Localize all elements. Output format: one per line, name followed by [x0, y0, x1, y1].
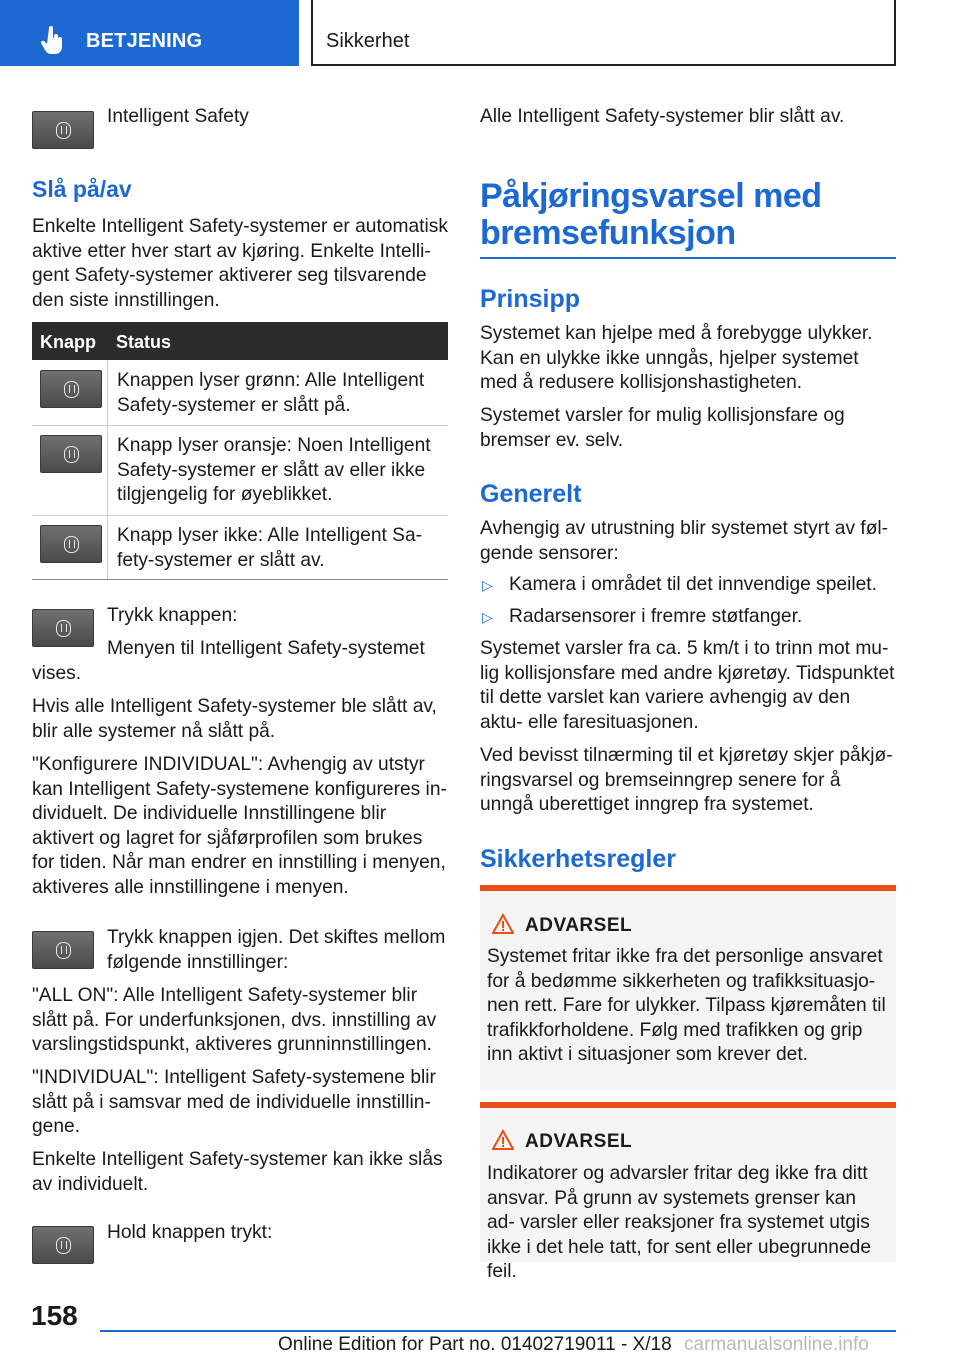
- col-header-button: Knapp: [40, 332, 96, 352]
- heading-safety: Sikkerhetsregler: [480, 845, 676, 873]
- table-bottom-rule: [32, 579, 448, 580]
- hand-pointer-icon: [40, 26, 66, 54]
- heading-toggle: Slå på/av: [32, 176, 132, 202]
- table-row: Knappen lyser grønn: Alle Intelligent Safety-systemer er slått på.: [117, 370, 425, 416]
- warning-bar: [480, 1102, 896, 1108]
- intelligent-safety-button-icon: [32, 931, 94, 969]
- heading-principle: Prinsipp: [480, 285, 581, 313]
- top-text: Alle Intelligent Safety-systemer blir slått av.: [480, 106, 845, 127]
- triangle-bullet-icon: ▷: [482, 577, 493, 593]
- general-text-2: Systemet varsler fra ca. 5 km/t i to trinn mot mu- lig kollisjonsfare med andre kjøretøy. Tidspunktet til dette varslet kan variere avhengig av den aktu- elle faresituasjonen.: [480, 638, 895, 733]
- page-heading: Påkjøringsvarsel med bremsefunksjon: [480, 177, 822, 252]
- table-row: Knapp lyser ikke: Alle Intelligent Sa- fety-systemer er slått av.: [117, 525, 423, 571]
- menu-text: Menyen til Intelligent Safety-systemet vises.: [32, 638, 425, 684]
- intelligent-safety-button-icon: [32, 111, 94, 149]
- row-divider: [32, 425, 448, 426]
- footer-rule: [100, 1330, 896, 1332]
- general-text-1: Avhengig av utrustning blir systemet styrt av føl- gende sensorer:: [480, 518, 889, 564]
- col-header-status: Status: [116, 332, 172, 352]
- warning-box: [480, 885, 896, 1090]
- chapter-box: [311, 0, 896, 66]
- table-row: Knapp lyser oransje: Noen Intelligent Safety-systemer er slått av eller ikke tilgjengelig for øyeblikket.: [117, 435, 431, 505]
- hold-label: Hold knappen trykt:: [107, 1222, 273, 1243]
- warning-bar: [480, 885, 896, 891]
- row-divider: [32, 515, 448, 516]
- warning-title: ADVARSEL: [525, 1131, 633, 1152]
- watermark: carmanualsonline.info: [684, 1334, 869, 1355]
- table-header: [32, 322, 448, 360]
- triangle-bullet-icon: ▷: [482, 609, 493, 625]
- intelligent-safety-button-icon: [40, 435, 102, 473]
- section-tab: [0, 0, 299, 66]
- principle-text-2: Systemet varsler for mulig kollisjonsfare og bremser ev. selv.: [480, 405, 845, 451]
- press-label: Trykk knappen:: [107, 605, 238, 626]
- warning-text: Systemet fritar ikke fra det personlige ansvaret for å bedømme sikkerheten og trafikksituasjo- nen rett. Fare for ulykker. Tilpass kjøremåten til trafikkforholdene. Følg med trafikken og grip inn aktivt i situasjoner som krever det.: [487, 946, 886, 1065]
- paragraph-all-on: "ALL ON": Alle Intelligent Safety-systemer blir slått på. For underfunksjonen, dvs. innstilling av varslingstidspunkt, aktiveres grunninnstillingen.: [32, 985, 437, 1055]
- paragraph-all-off: Hvis alle Intelligent Safety-systemer ble slått av, blir alle systemer nå slått på.: [32, 696, 437, 742]
- heading-rule: [480, 257, 896, 259]
- general-text-3: Ved bevisst tilnærming til et kjøretøy skjer påkjø- ringsvarsel og bremseinngrep senere for å unngå uberettiget inngrep fra systemet.: [480, 745, 893, 815]
- list-item: Radarsensorer i fremre støtfanger.: [509, 606, 803, 627]
- paragraph-individual-config: "Konfigurere INDIVIDUAL": Avhengig av utstyr kan Intelligent Safety-systemene konfigureres in- dividuelt. De individuelle Innstillingene blir aktivert og lagret for sjåførprofilen som brukes for tiden. Når man endrer en innstilling i menyen, aktiveres alle innstillingene i menyen.: [32, 754, 447, 898]
- warning-title: ADVARSEL: [525, 915, 633, 936]
- heading-general: Generelt: [480, 480, 582, 508]
- list-item: Kamera i området til det innvendige speilet.: [509, 574, 877, 595]
- paragraph-some: Enkelte Intelligent Safety-systemer kan ikke slås av individuelt.: [32, 1149, 443, 1195]
- press-again-text: Trykk knappen igjen. Det skiftes mellom følgende innstillinger:: [107, 927, 446, 973]
- page-number: 158: [31, 1300, 78, 1331]
- intro-label: Intelligent Safety: [107, 106, 249, 127]
- principle-text-1: Systemet kan hjelpe med å forebygge ulykker. Kan en ulykke ikke unngås, hjelper systemet med å redusere kollisjonshastigheten.: [480, 323, 873, 393]
- intelligent-safety-button-icon: [32, 1226, 94, 1264]
- paragraph-indiv: "INDIVIDUAL": Intelligent Safety-systemene blir slått på i samsvar med de individuelle innstillin- gene.: [32, 1067, 436, 1137]
- warning-triangle-icon: [492, 1129, 514, 1151]
- section-title: BETJENING: [86, 30, 203, 52]
- warning-triangle-icon: [492, 913, 514, 935]
- warning-box: [480, 1102, 896, 1282]
- edition-text: Online Edition for Part no. 01402719011 - X/18: [278, 1334, 672, 1355]
- intelligent-safety-button-icon: [40, 370, 102, 408]
- chapter-title: Sikkerhet: [326, 30, 410, 52]
- table-divider: [107, 360, 108, 580]
- warning-text: Indikatorer og advarsler fritar deg ikke fra ditt ansvar. På grunn av systemets grenser kan ad- varsler eller reaksjoner fra systemet utgis ikke i det hele tatt, for sent eller ubegrunnede feil.: [487, 1163, 871, 1282]
- intelligent-safety-button-icon: [40, 525, 102, 563]
- toggle-text: Enkelte Intelligent Safety-systemer er automatisk aktive etter hver start av kjøring. Enkelte Intelli- gent Safety-systemer aktiverer seg tilsvarende den siste innstillingen.: [32, 216, 448, 311]
